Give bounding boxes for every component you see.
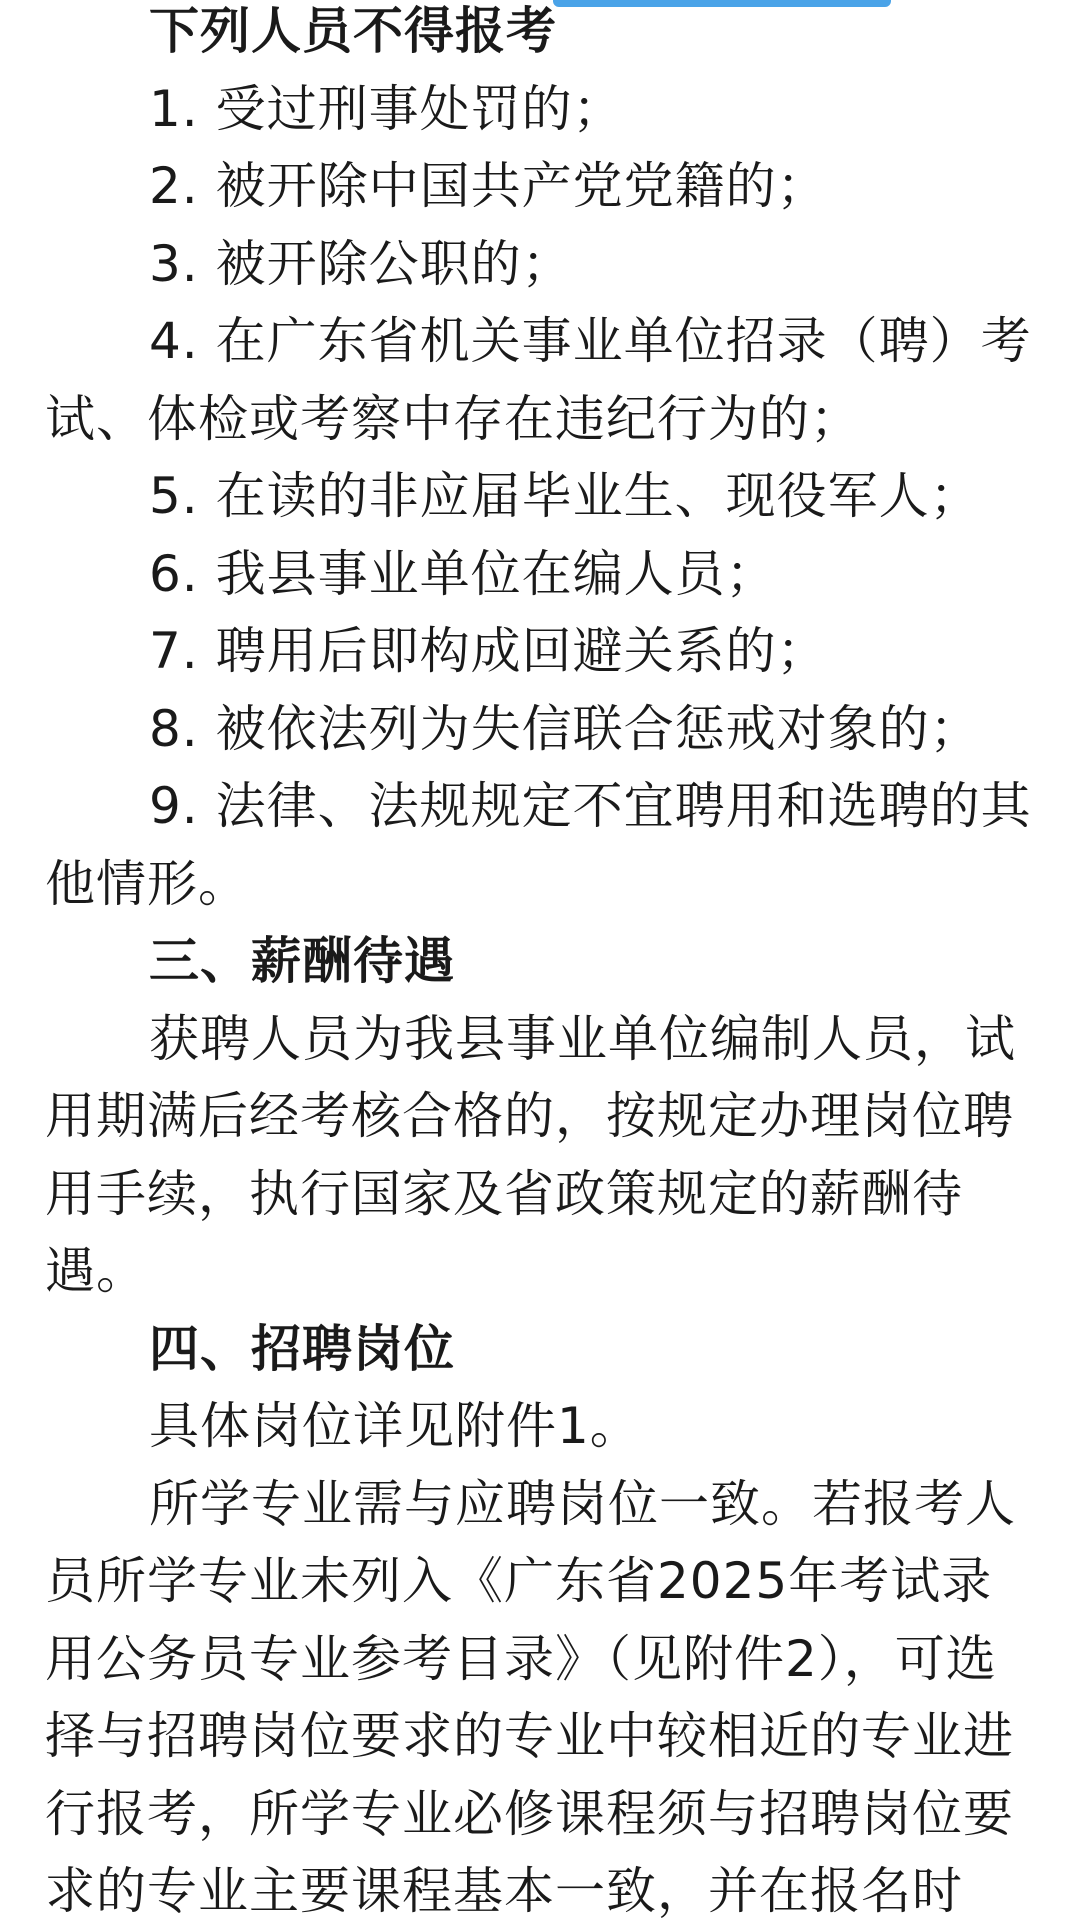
restriction-item-8: 8. 被依法列为失信联合惩戒对象的； <box>149 699 981 758</box>
restriction-item-3: 3. 被开除公职的； <box>149 234 573 293</box>
section-3-body: 获聘人员为我县事业单位编制人员，试用期满后经考核合格的，按规定办理岗位聘用手续，执行国家及省政策规定的薪酬待遇。 <box>45 1009 1016 1300</box>
restriction-item-9: 9. 法律、法规规定不宜聘用和选聘的其他情形。 <box>45 777 1032 913</box>
section-3-title: 三、薪酬待遇 <box>149 932 455 990</box>
section-4-para-2: 所学专业需与应聘岗位一致。若报考人员所学专业未列入《广东省2025年考试录用公务员专业参考目录》（见附件2），可选择与招聘岗位要求的专业中较相近的专业进行报考，所学专业必修课程须与招聘岗位要求的专业主要课程基本一致，并在报名时 <box>45 1474 1016 1920</box>
restriction-title: 下列人员不得报考 <box>149 2 557 60</box>
restriction-item-1: 1. 受过刑事处罚的； <box>149 79 624 138</box>
restriction-item-5: 5. 在读的非应届毕业生、现役军人； <box>149 467 981 525</box>
section-4-para-1: 具体岗位详见附件1。 <box>149 1397 641 1455</box>
restriction-item-7: 7. 聘用后即构成回避关系的； <box>149 622 828 680</box>
section-4-title: 四、招聘岗位 <box>149 1319 455 1378</box>
restriction-item-6: 6. 我县事业单位在编人员； <box>149 544 777 603</box>
restriction-item-2: 2. 被开除中国共产党党籍的； <box>149 157 828 215</box>
restriction-item-4: 4. 在广东省机关事业单位招录（聘）考试、体检或考察中存在违纪行为的； <box>45 312 1032 448</box>
document-body <box>45 0 1035 1931</box>
